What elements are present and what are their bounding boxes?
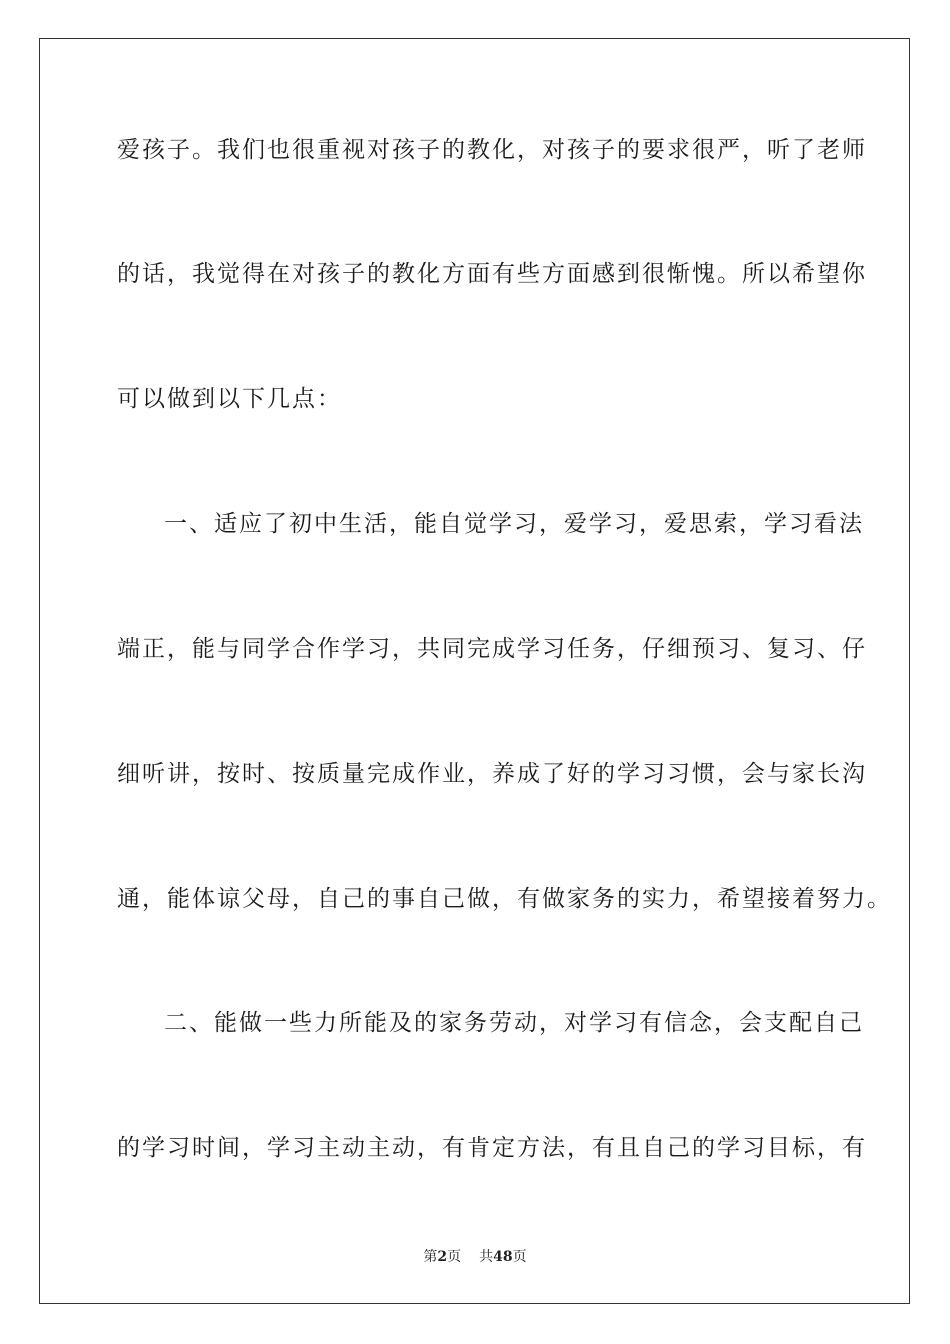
page-suffix: 页 xyxy=(447,1249,462,1265)
paragraph-1-line-2: 端正，能与同学合作学习，共同完成学习任务，仔细预习、复习、仔 xyxy=(117,636,867,662)
paragraph-2-line-2: 的学习时间，学习主动主动，有肯定方法，有且自己的学习目标，有 xyxy=(117,1135,867,1161)
text-line-3: 可以做到以下几点： xyxy=(117,386,342,412)
paragraph-1-line-4: 通，能体谅父母，自己的事自己做，有做家务的实力，希望接着努力。 xyxy=(117,886,892,912)
total-suffix: 页 xyxy=(512,1249,527,1265)
page-current: 2 xyxy=(437,1249,448,1265)
page-frame xyxy=(39,38,910,1304)
page-total: 48 xyxy=(493,1249,513,1265)
text-line-1: 爱孩子。我们也很重视对孩子的教化，对孩子的要求很严，听了老师 xyxy=(117,137,867,163)
paragraph-1-line-1: 一、适应了初中生活，能自觉学习，爱学习，爱思索，学习看法 xyxy=(164,511,864,537)
page-footer xyxy=(0,1248,950,1266)
paragraph-2-line-1: 二、能做一些力所能及的家务劳动，对学习有信念，会支配自己 xyxy=(164,1010,864,1036)
page-prefix: 第 xyxy=(423,1249,438,1265)
total-prefix: 共 xyxy=(479,1249,494,1265)
text-line-2: 的话，我觉得在对孩子的教化方面有些方面感到很惭愧。所以希望你 xyxy=(117,261,867,287)
paragraph-1-line-3: 细听讲，按时、按质量完成作业，养成了好的学习习惯，会与家长沟 xyxy=(117,761,867,787)
